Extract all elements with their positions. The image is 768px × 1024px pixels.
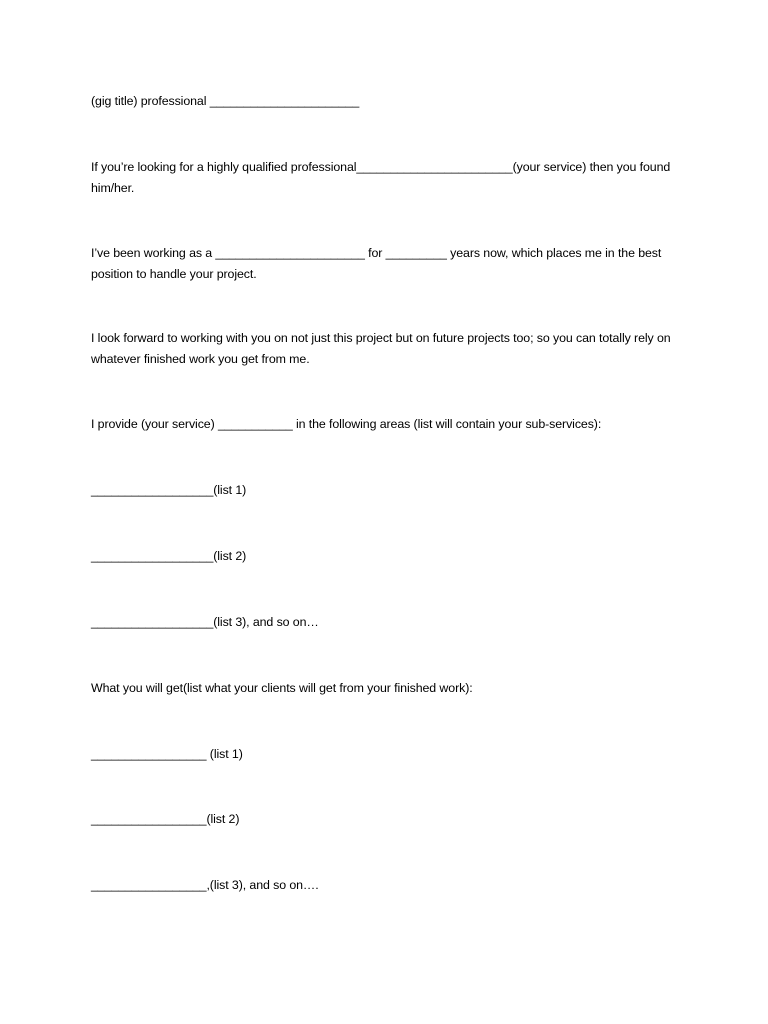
gig-title-line: (gig title) professional ______________________ — [91, 94, 360, 108]
benefit-list-item-2: _________________(list 2) — [91, 812, 240, 826]
benefit-list-item-1: _________________ (list 1) — [91, 747, 243, 761]
future-work-paragraph: I look forward to working with you on not just this project but on future projects too; so you can totally rely on whatever finished work you get from me. — [91, 331, 674, 366]
service-list-item-2: __________________(list 2) — [91, 549, 247, 563]
services-intro-paragraph: I provide (your service) ___________ in the following areas (list will contain your sub-services): — [91, 417, 602, 431]
experience-paragraph: I’ve been working as a ______________________ for _________ years now, which places me in the best position to handle your project. — [91, 246, 665, 281]
benefit-list-item-3: _________________,(list 3), and so on…. — [91, 878, 319, 892]
benefits-intro-paragraph: What you will get(list what your clients will get from your finished work): — [91, 681, 473, 695]
service-list-item-1: __________________(list 1) — [91, 483, 247, 497]
service-list-item-3: __________________(list 3), and so on… — [91, 615, 319, 629]
intro-paragraph: If you’re looking for a highly qualified professional_______________________(your service) then you found him/her. — [91, 160, 674, 195]
